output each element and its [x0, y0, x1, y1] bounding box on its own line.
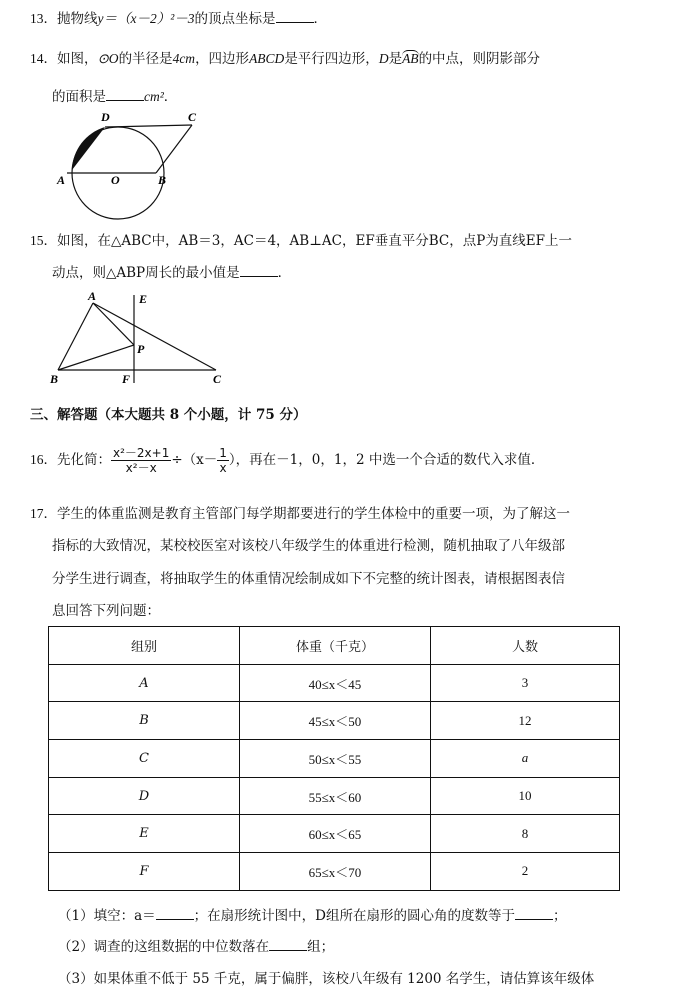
header-weight: 体重（千克） [240, 627, 431, 665]
sub-question-1: （1）填空：a＝ ；在扇形统计图中，D组所在扇形的圆心角的度数等于 ； [58, 908, 567, 924]
question-15-line2: 动点，则△ABP周长的最小值是 ． [52, 265, 292, 281]
question-14-line2: 的面积是 cm²． [52, 89, 178, 105]
question-16: 16．先化简： $\frac{\text{x²－2x+1}}{\text{x²－x}}$ ÷（x－ $\frac{1}{x}$ ），再在－1，0，1，2 中选一个合适的数代入求值． [30, 446, 545, 475]
weight-stats-table [48, 626, 620, 891]
table-row: D 55≤x＜60 10 [49, 777, 620, 815]
answer-blank[interactable] [106, 88, 144, 101]
segment-bc [156, 125, 192, 173]
shaded-region [72, 127, 105, 170]
question-15-line1: 15．如图，在△ABC中，AB＝3，AC＝4，AB⊥AC，EF垂直平分BC，点P为直线EF上一 [30, 233, 573, 249]
question-text: 的顶点坐标是 [194, 11, 276, 27]
label-c: C [188, 110, 197, 124]
circle-parallelogram-figure [55, 108, 215, 220]
table-row: A 40≤x＜45 3 [49, 664, 620, 702]
question-number: 17． [30, 506, 57, 521]
question-number: 13． [30, 11, 57, 26]
answer-blank[interactable] [269, 938, 307, 951]
label-a: A [88, 289, 97, 303]
label-o: O [111, 173, 120, 187]
label-c: C [213, 372, 222, 386]
table-row: E 60≤x＜65 8 [49, 815, 620, 853]
question-number: 15． [30, 233, 57, 248]
question-number: 14． [30, 51, 57, 66]
fraction-2: $\frac{1}{x}$ [219, 446, 227, 475]
question-17-line1: 17．学生的体重监测是教育主管部门每学期都要进行的学生体检中的重要一项，为了解这一 [30, 506, 570, 522]
label-b: B [158, 173, 167, 187]
answer-blank[interactable] [240, 264, 278, 277]
sub-question-2: （2）调查的这组数据的中位数落在 组； [58, 939, 335, 955]
question-text: 抛物线 [57, 11, 98, 27]
label-d: D [101, 110, 110, 124]
arc-ab: AB [402, 51, 419, 66]
question-14-line1: 14．如图，⊙O的半径是4cm，四边形ABCD是平行四边形，D是AB的中点，则阴影部分 [30, 51, 541, 67]
answer-blank[interactable] [276, 10, 314, 23]
header-count: 人数 [431, 627, 620, 665]
table-row: F 65≤x＜70 2 [49, 853, 620, 891]
label-e: E [139, 292, 148, 306]
label-b: B [50, 372, 59, 386]
triangle-figure [48, 287, 233, 387]
sub-question-3: （3）如果体重不低于 55 千克，属于偏胖，该校八年级有 1200 名学生，请估算该年级体 [58, 971, 595, 987]
question-17-line4: 息回答下列问题： [52, 603, 160, 619]
header-group: 组别 [49, 627, 240, 665]
question-number: 16． [30, 452, 57, 467]
label-a: A [57, 173, 66, 187]
label-f: F [122, 372, 131, 386]
segment-dc [105, 125, 192, 127]
table-header-row [49, 627, 620, 665]
question-13: 13．抛物线y＝（x－2）²－3的顶点坐标是 ． [30, 11, 328, 27]
question-17-line3: 分学生进行调查，将抽取学生的体重情况绘制成如下不完整的统计图表，请根据图表信 [52, 571, 565, 587]
fraction-1: $\frac{\text{x²－2x+1}}{\text{x²－x}}$ [113, 446, 170, 475]
label-p: P [137, 342, 145, 356]
table-row: B 45≤x＜50 12 [49, 702, 620, 740]
table-row: C 50≤x＜55 a [49, 740, 620, 778]
formula: y＝（x－2）²－3 [97, 11, 195, 26]
answer-blank[interactable] [515, 907, 553, 920]
answer-blank[interactable] [156, 907, 194, 920]
question-17-line2: 指标的大致情况，某校校医室对该校八年级学生的体重进行检测，随机抽取了八年级部 [52, 538, 565, 554]
section-heading: 三、解答题（本大题共 8 个小题，计 75 分） [30, 407, 307, 423]
